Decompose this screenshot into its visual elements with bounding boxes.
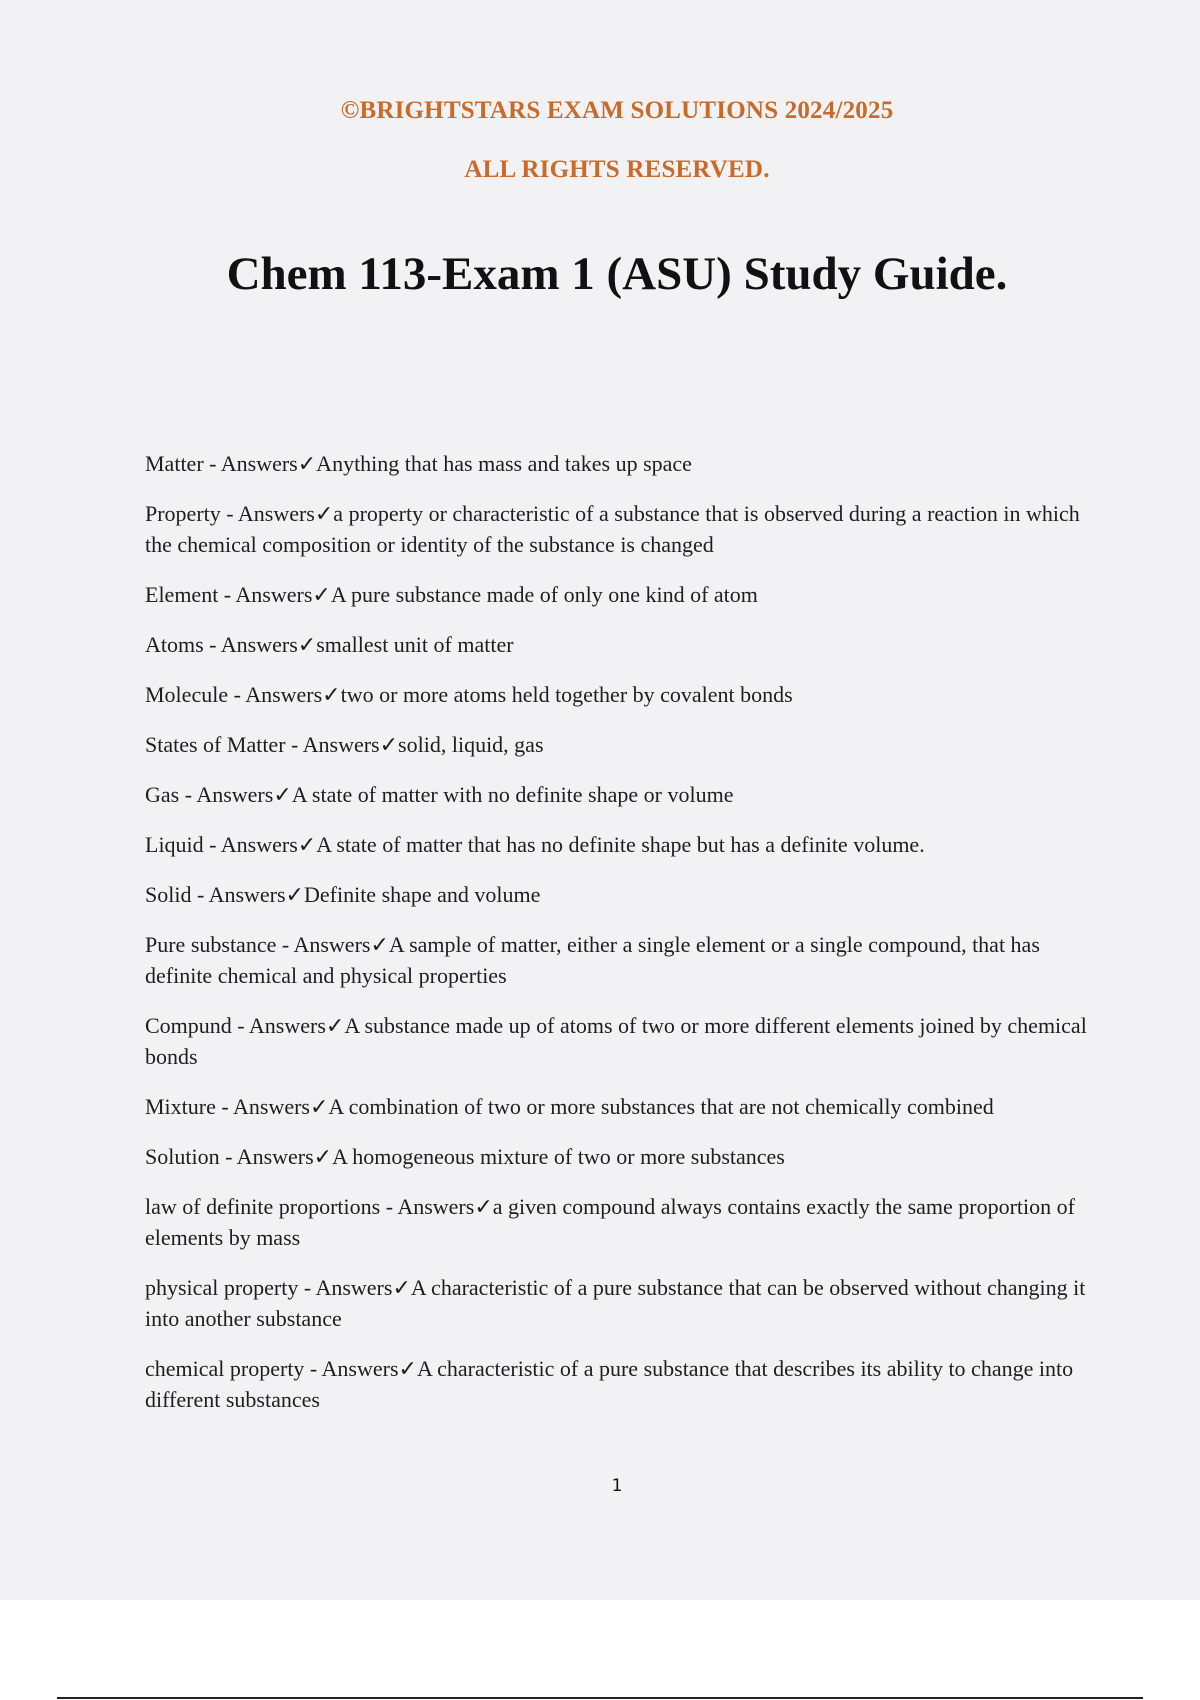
copyright-notice: ©BRIGHTSTARS EXAM SOLUTIONS 2024/2025 (340, 97, 894, 124)
study-entry-atoms: Atoms - Answers✓smallest unit of matter (145, 632, 514, 657)
study-entry-states-of-matter: States of Matter - Answers✓solid, liquid, gas (145, 732, 544, 757)
study-entry-gas: Gas - Answers✓A state of matter with no definite shape or volume (145, 782, 734, 807)
study-entry-chemical-property: chemical property - Answers✓A characteristic of a pure substance that describes its ability to change into different substances (145, 1356, 1074, 1412)
study-entry-element: Element - Answers✓A pure substance made of only one kind of atom (145, 582, 758, 607)
study-entry-solution: Solution - Answers✓A homogeneous mixture of two or more substances (145, 1144, 785, 1169)
study-guide-list (145, 448, 1095, 1434)
study-entry-molecule: Molecule - Answers✓two or more atoms held together by covalent bonds (145, 682, 793, 707)
study-entry-compound: Compund - Answers✓A substance made up of atoms of two or more different elements joined by chemical bonds (145, 1013, 1087, 1069)
study-entry-liquid: Liquid - Answers✓A state of matter that has no definite shape but has a definite volume. (145, 832, 925, 857)
study-entry-solid: Solid - Answers✓Definite shape and volume (145, 882, 541, 907)
study-entry-law-of-definite-proportions: law of definite proportions - Answers✓a given compound always contains exactly the same proportion of elements by mass (145, 1194, 1075, 1250)
page-divider (57, 1697, 1143, 1699)
page-number: 1 (611, 1476, 623, 1496)
study-entry-pure-substance: Pure substance - Answers✓A sample of matter, either a single element or a single compound, that has definite chemical and physical properties (145, 932, 1040, 988)
study-entry-property: Property - Answers✓a property or characteristic of a substance that is observed during a reaction in which the chemical composition or identity of the substance is changed (145, 501, 1080, 557)
study-entry-mixture: Mixture - Answers✓A combination of two or more substances that are not chemically combined (145, 1094, 994, 1119)
study-entry-physical-property: physical property - Answers✓A characteristic of a pure substance that can be observed without changing it into another substance (145, 1275, 1086, 1331)
study-entry-matter: Matter - Answers✓Anything that has mass and takes up space (145, 451, 692, 476)
rights-reserved-notice: ALL RIGHTS RESERVED. (464, 156, 770, 183)
document-title: Chem 113-Exam 1 (ASU) Study Guide. (226, 248, 1008, 300)
